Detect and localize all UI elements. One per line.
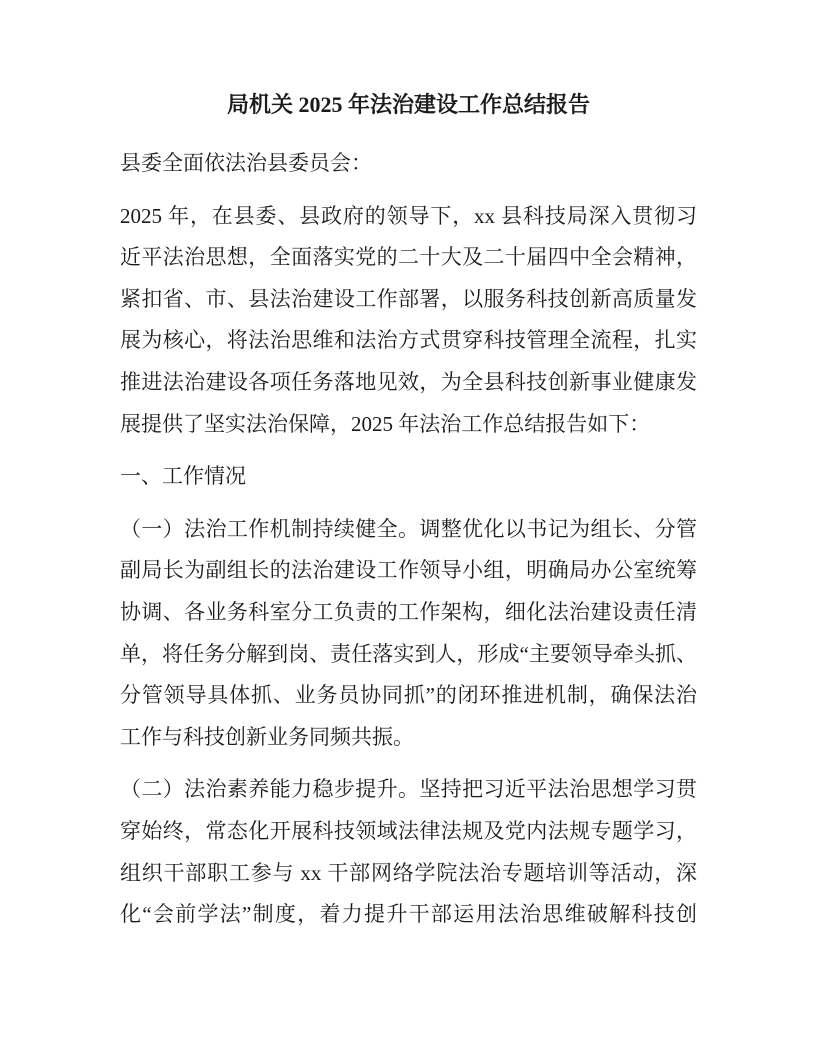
text-line: 一、工作情况 (120, 464, 246, 489)
text-line: 2025 年，在县委、县政府的领导下，xx 县科技局深入贯彻习 (120, 203, 697, 228)
salutation (120, 143, 697, 185)
text-line: 单，将任务分解到岗、责任落实到人，形成“主要领导牵头抓、 (120, 641, 697, 666)
text-line: 局机关 2025 年法治建设工作总结报告 (226, 92, 590, 117)
text-line: 展为核心，将法治思维和法治方式贯穿科技管理全流程，扎实 (120, 328, 697, 353)
text-line: 组织干部职工参与 xx 干部网络学院法治专题培训等活动，深 (120, 860, 697, 885)
document-title (120, 88, 697, 121)
paragraph-item-2 (120, 769, 697, 935)
paragraph-item-1 (120, 509, 697, 759)
text-line: 分管领导具体抓、业务员协同抓”的闭环推进机制，确保法治 (120, 683, 697, 708)
document-body (120, 88, 697, 936)
text-line: 县委全面依法治县委员会： (120, 151, 372, 175)
text-line: 协调、各业务科室分工负责的工作架构，细化法治建设责任清 (120, 599, 697, 624)
text-line: 工作与科技创新业务同频共振。 (120, 724, 414, 749)
text-line: 近平法治思想，全面落实党的二十大及二十届四中全会精神， (120, 245, 697, 270)
text-line: 推进法治建设各项任务落地见效，为全县科技创新事业健康发 (120, 369, 697, 394)
section-heading-1 (120, 456, 697, 498)
text-line: 副局长为副组长的法治建设工作领导小组，明确局办公室统筹 (120, 558, 697, 583)
text-line: （二）法治素养能力稳步提升。坚持把习近平法治思想学习贯 (120, 777, 697, 802)
text-line: 紧扣省、市、县法治建设工作部署，以服务科技创新高质量发 (120, 286, 697, 311)
text-line: 穿始终，常态化开展科技领域法律法规及党内法规专题学习， (120, 818, 697, 843)
text-line: （一）法治工作机制持续健全。调整优化以书记为组长、分管 (120, 516, 697, 541)
intro-paragraph (120, 196, 697, 446)
text-line: 化“会前学法”制度，着力提升干部运用法治思维破解科技创 (120, 902, 697, 927)
text-line: 展提供了坚实法治保障，2025 年法治工作总结报告如下： (120, 411, 651, 436)
